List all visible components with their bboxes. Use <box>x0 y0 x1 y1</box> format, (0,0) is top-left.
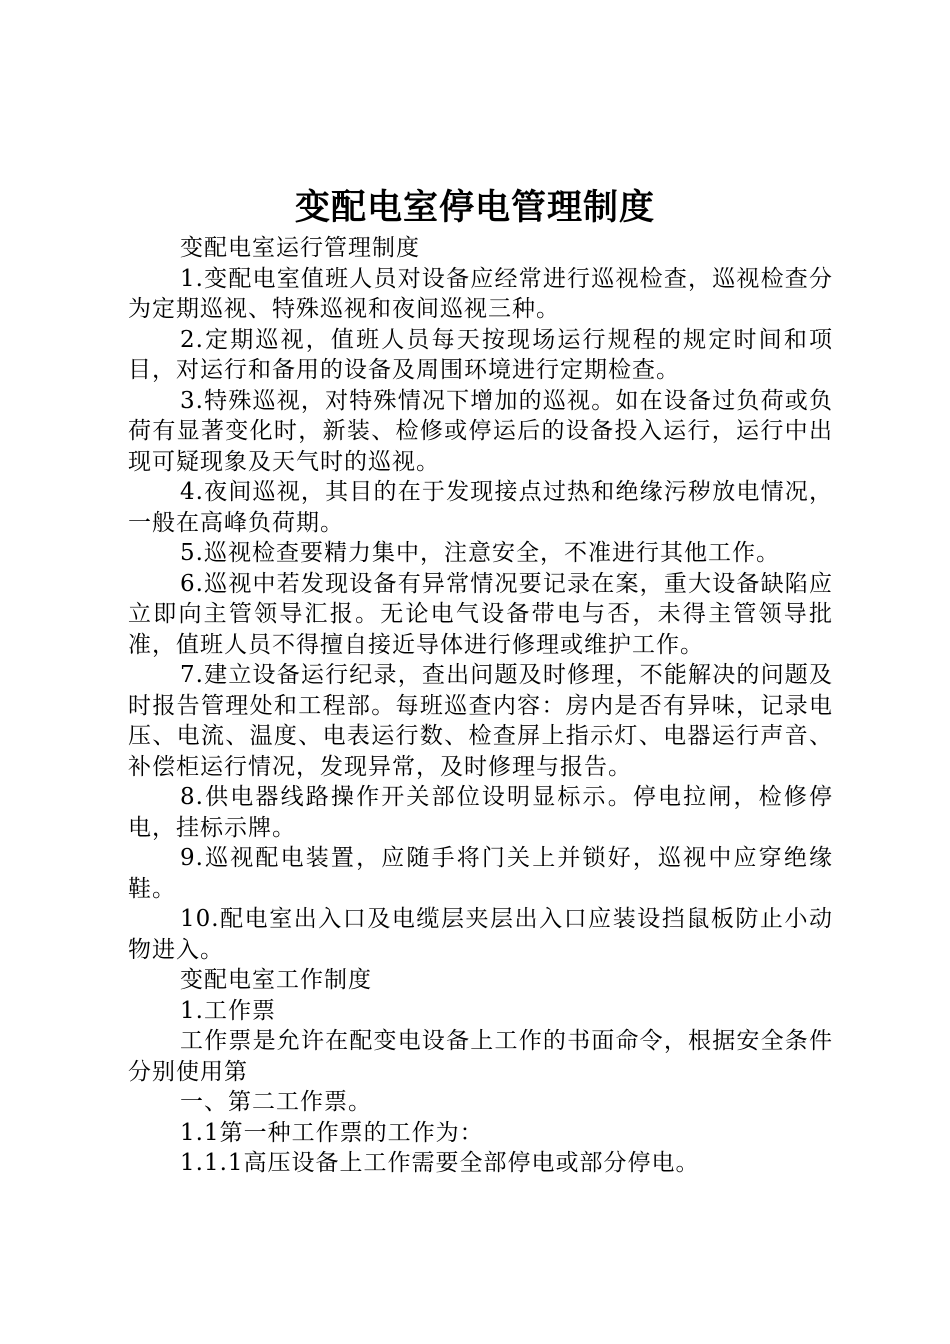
paragraph: 9.巡视配电装置，应随手将门关上并锁好，巡视中应穿绝缘鞋。 <box>128 845 833 902</box>
document-title: 变配电室停电管理制度 <box>294 187 655 228</box>
document-body <box>128 233 833 1179</box>
paragraph: 6.巡视中若发现设备有异常情况要记录在案，重大设备缺陷应立即向主管领导汇报。无论电气设备带电与否，未得主管领导批准，值班人员不得擅自接近导体进行修理或维护工作。 <box>128 570 833 658</box>
paragraph: 1.1第一种工作票的工作为： <box>180 1119 484 1146</box>
paragraph: 1.工作票 <box>180 997 276 1024</box>
paragraph: 3.特殊巡视，对特殊情况下增加的巡视。如在设备过负荷或负荷有显著变化时，新装、检修或停运后的设备投入运行，运行中出现可疑现象及天气时的巡视。 <box>128 387 833 475</box>
paragraph: 工作票是允许在配变电设备上工作的书面命令，根据安全条件分别使用第 <box>128 1028 833 1085</box>
paragraph: 10.配电室出入口及电缆层夹层出入口应装设挡鼠板防止小动物进入。 <box>128 906 833 963</box>
paragraph: 5.巡视检查要精力集中，注意安全，不准进行其他工作。 <box>180 540 780 566</box>
paragraph: 1.1.1高压设备上工作需要全部停电或部分停电。 <box>180 1150 700 1176</box>
paragraph: 1.变配电室值班人员对设备应经常进行巡视检查，巡视检查分为定期巡视、特殊巡视和夜间巡视三种。 <box>128 265 833 322</box>
paragraph: 变配电室工作制度 <box>180 967 372 993</box>
paragraph: 变配电室运行管理制度 <box>180 235 420 261</box>
paragraph: 7.建立设备运行纪录，查出问题及时修理，不能解决的问题及时报告管理处和工程部。每班巡查内容：房内是否有异味，记录电压、电流、温度、电表运行数、检查屏上指示灯、电器运行声音、补偿柜运行情况，发现异常，及时修理与报告。 <box>128 662 833 780</box>
paragraph: 2.定期巡视，值班人员每天按现场运行规程的规定时间和项目，对运行和备用的设备及周围环境进行定期检查。 <box>128 326 833 383</box>
paragraph: 8.供电器线路操作开关部位设明显标示。停电拉闸，检修停电，挂标示牌。 <box>128 784 833 841</box>
paragraph: 4.夜间巡视，其目的在于发现接点过热和绝缘污秽放电情况，一般在高峰负荷期。 <box>128 479 833 536</box>
paragraph: 一、第二工作票。 <box>180 1089 372 1115</box>
